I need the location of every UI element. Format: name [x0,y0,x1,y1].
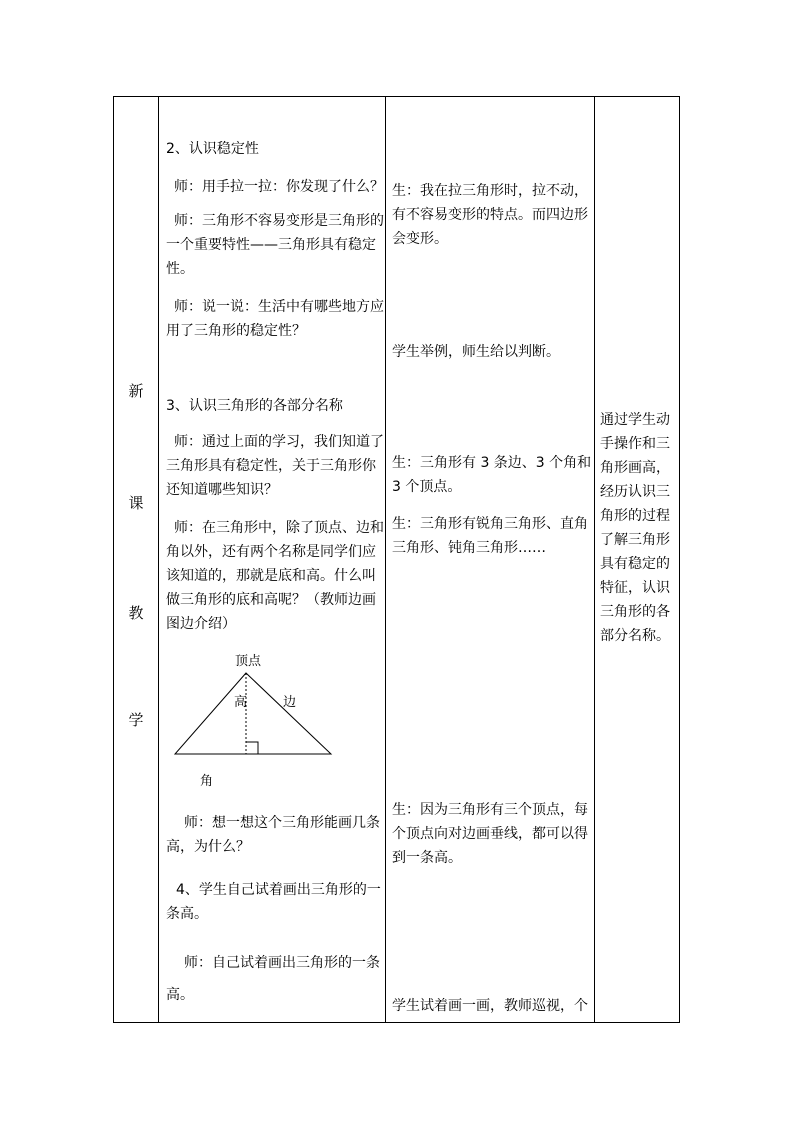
student-text: 学生试着画一画，教师巡视，个 [392,998,588,1014]
section-label-char: 新 [128,382,144,400]
section-label-char: 教 [128,604,144,622]
lesson-table [113,96,680,1023]
student-text: 生：三角形有 3 条边、3 个角和 3 个顶点。 [392,455,592,495]
step-heading: 3、认识三角形的各部分名称 [166,398,343,414]
section-label-char: 课 [128,494,144,512]
student-text: 学生举例，师生给以判断。 [392,344,560,360]
teacher-text: 师：三角形不容易变形是三角形的一个重要特性——三角形具有稳定性。 [166,213,384,277]
student-text: 生：三角形有锐角三角形、直角三角形、钝角三角形…… [392,516,588,556]
student-text: 生：我在拉三角形时，拉不动，有不容易变形的特点。而四边形会变形。 [392,183,588,247]
vertex-label: 顶点 [235,654,262,669]
step-heading: 4、学生自己试着画出三角形的一条高。 [166,882,381,922]
design-intent-text: 通过学生动手操作和三角形画高，经历认识三角形的过程了解三角形具有稳定的特征，认识三角形的各部分名称。 [600,412,670,644]
teacher-text: 师：在三角形中，除了顶点、边和角以外，还有两个名称是同学们应该知道的，那就是底和高。什么叫做三角形的底和高呢？（教师边画图边介绍） [166,520,384,632]
section-label-char: 学 [128,711,144,729]
teacher-text: 师：用手拉一拉：你发现了什么？ [174,179,384,195]
height-label: 高 [234,695,248,710]
right-angle-mark [246,742,258,754]
teacher-text: 师：自己试着画出三角形的一条高。 [166,955,380,1003]
side-label: 边 [283,695,297,710]
student-text: 生：因为三角形有三个顶点，每个顶点向对边画垂线，都可以得到一条高。 [392,802,588,866]
teacher-text: 师：想一想这个三角形能画几条高，为什么？ [166,815,380,855]
teacher-text: 师：通过上面的学习，我们知道了三角形具有稳定性，关于三角形你还知道哪些知识？ [166,434,384,498]
step-heading: 2、认识稳定性 [166,141,259,157]
teacher-text: 师：说一说：生活中有哪些地方应用了三角形的稳定性？ [166,299,384,339]
angle-label: 角 [200,774,214,789]
